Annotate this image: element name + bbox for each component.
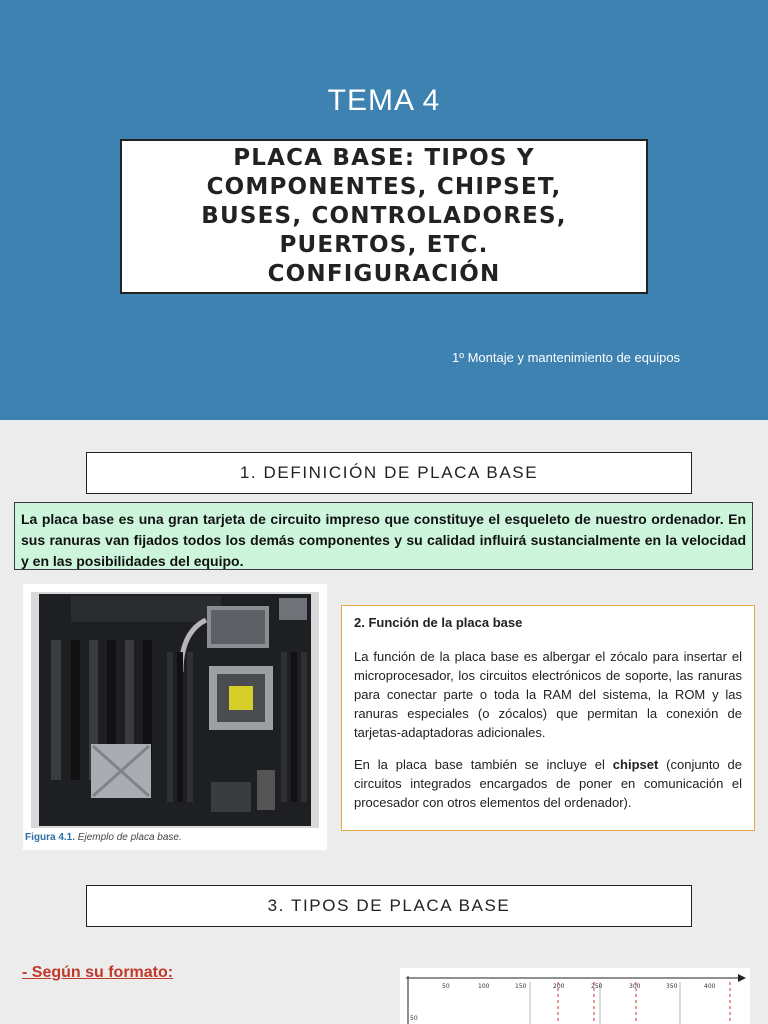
figure-caption bbox=[25, 832, 182, 843]
format-ruler-diagram bbox=[400, 968, 750, 1024]
ruler-tick-300: 300 bbox=[629, 983, 641, 990]
chipset-term: chipset bbox=[612, 757, 659, 772]
tema-heading: TEMA 4 bbox=[327, 84, 441, 117]
definition-text: La placa base es una gran tarjeta de circuito impreso que constituye el esqueleto de nuestro ordenador. En sus ranuras van fijados todos los demás componentes y su calidad influirá sustancialmente en la velocidad y en las posibilidades del equipo. bbox=[14, 502, 753, 570]
function-paragraph-1: La función de la placa base es albergar el zócalo para insertar el microprocesador, los circuitos electrónicos de soporte, las ranuras para conectar parte o toda la RAM del sistema, la ROM y las ranuras especiales (o zócalos) que permitan la conexión de tarjetas-adaptadoras adicionales. bbox=[354, 649, 742, 740]
motherboard-image bbox=[31, 592, 319, 828]
ruler-side-label: 50 bbox=[410, 1015, 418, 1022]
function-p2-start: En la placa base también se incluye el bbox=[354, 757, 613, 772]
ruler-tick-50: 50 bbox=[442, 983, 450, 990]
ruler-tick-350: 350 bbox=[666, 983, 678, 990]
title-line-1: PLACA BASE: TIPOS Y bbox=[233, 145, 535, 171]
title-line-2: COMPONENTES, CHIPSET, bbox=[206, 174, 562, 200]
title-slide bbox=[0, 0, 768, 420]
ruler-tick-100: 100 bbox=[478, 983, 490, 990]
function-p2-end: (conjunto de circuitos integrados encargados de poner en comunicación el procesador con otros elementos del ordenador). bbox=[354, 757, 742, 810]
types-heading: 3. TIPOS DE PLACA BASE bbox=[86, 885, 692, 927]
ruler-tick-200: 200 bbox=[553, 983, 565, 990]
title-line-4: PUERTOS, ETC. bbox=[279, 232, 489, 258]
title-line-5: CONFIGURACIÓN bbox=[267, 261, 501, 287]
title-box bbox=[120, 139, 648, 294]
ruler-tick-400: 400 bbox=[704, 983, 716, 990]
ruler-tick-150: 150 bbox=[515, 983, 527, 990]
course-subtitle: 1º Montaje y mantenimiento de equipos bbox=[452, 350, 681, 365]
types-slide bbox=[0, 868, 768, 1024]
definition-heading: 1. DEFINICIÓN DE PLACA BASE bbox=[86, 452, 692, 494]
function-paragraph-2 bbox=[354, 755, 742, 812]
function-heading: 2. Función de la placa base bbox=[354, 615, 523, 630]
ruler-tick-250: 250 bbox=[591, 983, 603, 990]
motherboard-figure bbox=[23, 584, 327, 850]
format-subheading: - Según su formato: bbox=[22, 964, 174, 981]
figure-caption-text: Ejemplo de placa base. bbox=[77, 832, 182, 843]
figure-label: Figura 4.1. bbox=[25, 832, 76, 843]
definition-slide bbox=[0, 432, 768, 856]
title-line-3: BUSES, CONTROLADORES, bbox=[201, 203, 567, 229]
function-box bbox=[341, 605, 755, 831]
